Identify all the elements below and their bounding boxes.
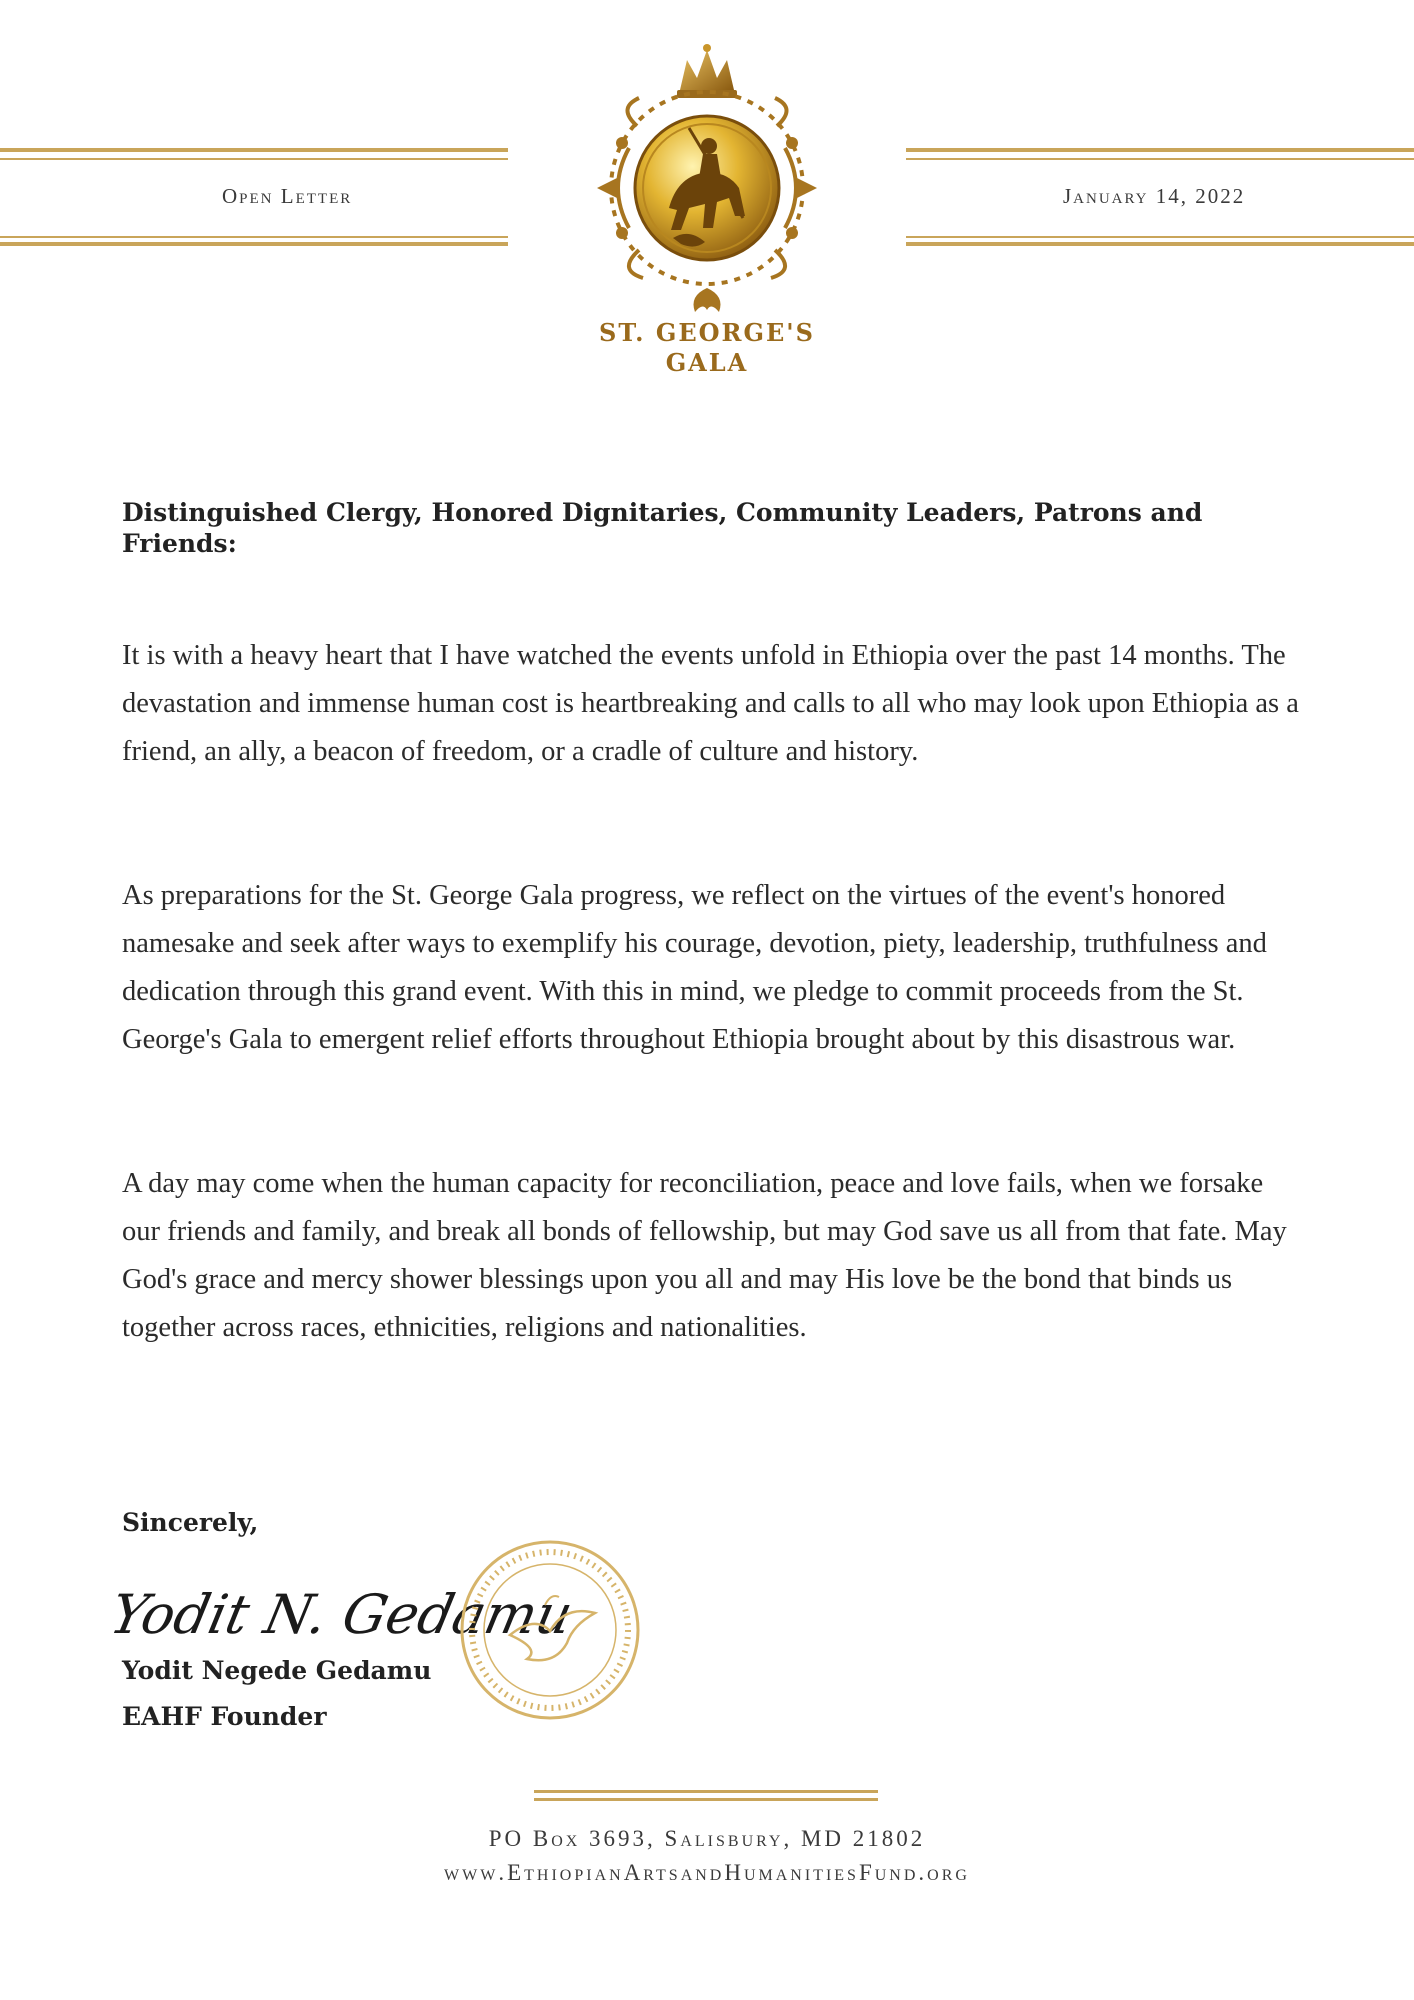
signer-title: EAHF Founder [122,1702,327,1731]
footer-rule-top [534,1790,878,1793]
header-rule-left-bottom [0,242,508,250]
closing: Sincerely, [122,1508,259,1537]
signature-script: Yodit N. Gedamu [104,1582,579,1646]
footer-address: PO Box 3693, Salisbury, MD 21802 [488,1826,926,1851]
header-rule-left-top [0,148,508,156]
header-rule-left-top-thin [0,158,508,160]
open-letter-label: Open Letter [222,184,353,208]
gala-title-line1: ST. GEORGE'S [599,318,815,347]
header-rule-right-top-thin [906,158,1414,160]
footer-website[interactable]: www.EthiopianArtsandHumanitiesFund.org [444,1860,970,1885]
header-rule-right-bottom [906,242,1414,250]
header-rule-right-top [906,148,1414,156]
salutation: Distinguished Clergy, Honored Dignitaries, Community Leaders, Patrons and Friends: [122,498,1203,558]
dove-seal-icon [455,1535,645,1725]
paragraph-2: As preparations for the St. George Gala progress, we reflect on the virtues of the event's honored namesake and seek after ways to exemplify his courage, devotion, piety, leadership, truthfulness and dedication through this grand event. With this in mind, we pledge to commit proceeds from the St. George's Gala to emergent relief efforts throughout Ethiopia brought about by this disastrous war. [122,880,1267,1055]
date-label: January 14, 2022 [1063,184,1246,208]
header-rule-right-bottom-thin [906,236,1414,238]
footer-rule-bottom [534,1798,878,1801]
paragraph-3: A day may come when the human capacity for reconciliation, peace and love fails, when we forsake our friends and family, and break all bonds of fellowship, but may God save us all from that fate. May God's grace and mercy shower blessings upon you all and may His love be the bond that binds us together across races, ethnicities, religions and nationalities. [122,1168,1287,1343]
signer-name: Yodit Negede Gedamu [122,1656,432,1685]
paragraph-1: It is with a heavy heart that I have watched the events unfold in Ethiopia over the past 14 months. The devastation and immense human cost is heartbreaking and calls to all who may look upon Ethiopia as a friend, an ally, a beacon of freedom, or a cradle of culture and history. [122,640,1299,767]
gala-title-line2: GALA [665,348,749,377]
header-rule-left-bottom-thin [0,236,508,238]
